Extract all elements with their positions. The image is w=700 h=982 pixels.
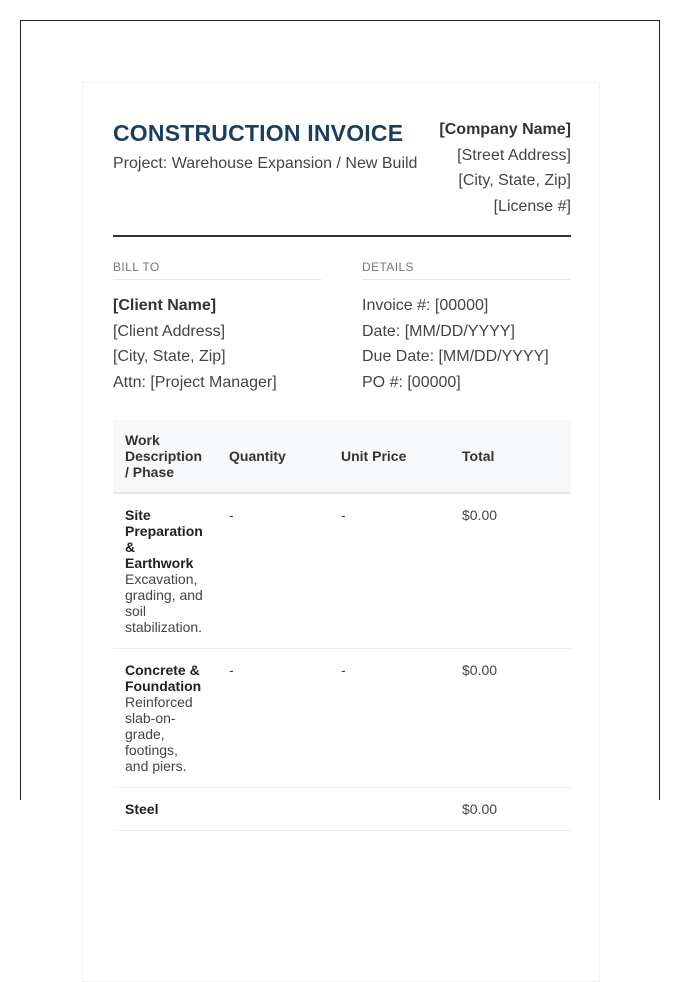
phase-description: Reinforced slab-on-grade, footings, and piers. — [125, 694, 193, 774]
project-name: Project: Warehouse Expansion / New Build — [113, 155, 418, 172]
row-description-cell — [113, 649, 217, 788]
row-description-cell — [113, 493, 217, 649]
row-quantity: - — [217, 649, 329, 788]
viewport-frame — [20, 20, 660, 817]
po-number: PO #: [00000] — [362, 373, 461, 391]
client-address: [Client Address] — [113, 322, 226, 340]
client-name: [Client Name] — [113, 297, 217, 314]
details-section — [362, 260, 570, 395]
company-street: [Street Address] — [457, 146, 571, 164]
invoice-number: Invoice #: [00000] — [362, 297, 489, 314]
line-items-table — [113, 420, 571, 831]
header-total: Total — [450, 420, 571, 493]
client-attn: Attn: [Project Manager] — [113, 373, 277, 391]
header-description: Work Description / Phase — [113, 420, 217, 493]
invoice-title: CONSTRUCTION INVOICE — [113, 120, 404, 146]
table-header-row — [113, 420, 571, 493]
company-block — [439, 117, 571, 219]
client-city: [City, State, Zip] — [113, 348, 226, 365]
row-total: $0.00 — [450, 649, 571, 788]
row-total: $0.00 — [450, 788, 571, 831]
details-heading: DETAILS — [362, 260, 570, 280]
row-quantity — [217, 788, 329, 831]
table-row — [113, 493, 571, 649]
company-city: [City, State, Zip] — [458, 172, 571, 189]
company-name: [Company Name] — [439, 121, 571, 138]
header-divider — [113, 235, 571, 237]
row-quantity: - — [217, 493, 329, 649]
header-unit-price: Unit Price — [329, 420, 450, 493]
row-unit-price: - — [329, 493, 450, 649]
table-row — [113, 649, 571, 788]
invoice-date: Date: [MM/DD/YYYY] — [362, 322, 515, 340]
phase-name: Steel — [125, 801, 159, 817]
phase-name: Concrete & Foundation — [125, 662, 202, 694]
row-unit-price — [329, 788, 450, 831]
bill-to-section — [113, 260, 321, 395]
company-license: [License #] — [493, 197, 571, 215]
row-unit-price: - — [329, 649, 450, 788]
row-total: $0.00 — [450, 493, 571, 649]
due-date: Due Date: [MM/DD/YYYY] — [362, 348, 549, 365]
row-description-cell — [113, 788, 217, 831]
bill-to-heading: BILL TO — [113, 260, 321, 280]
invoice-sheet — [82, 82, 600, 982]
phase-name: Site Preparation & Earthwork — [125, 507, 203, 571]
phase-description: Excavation, grading, and soil stabilization. — [125, 571, 203, 635]
table-row — [113, 788, 571, 831]
header-quantity: Quantity — [217, 420, 329, 493]
